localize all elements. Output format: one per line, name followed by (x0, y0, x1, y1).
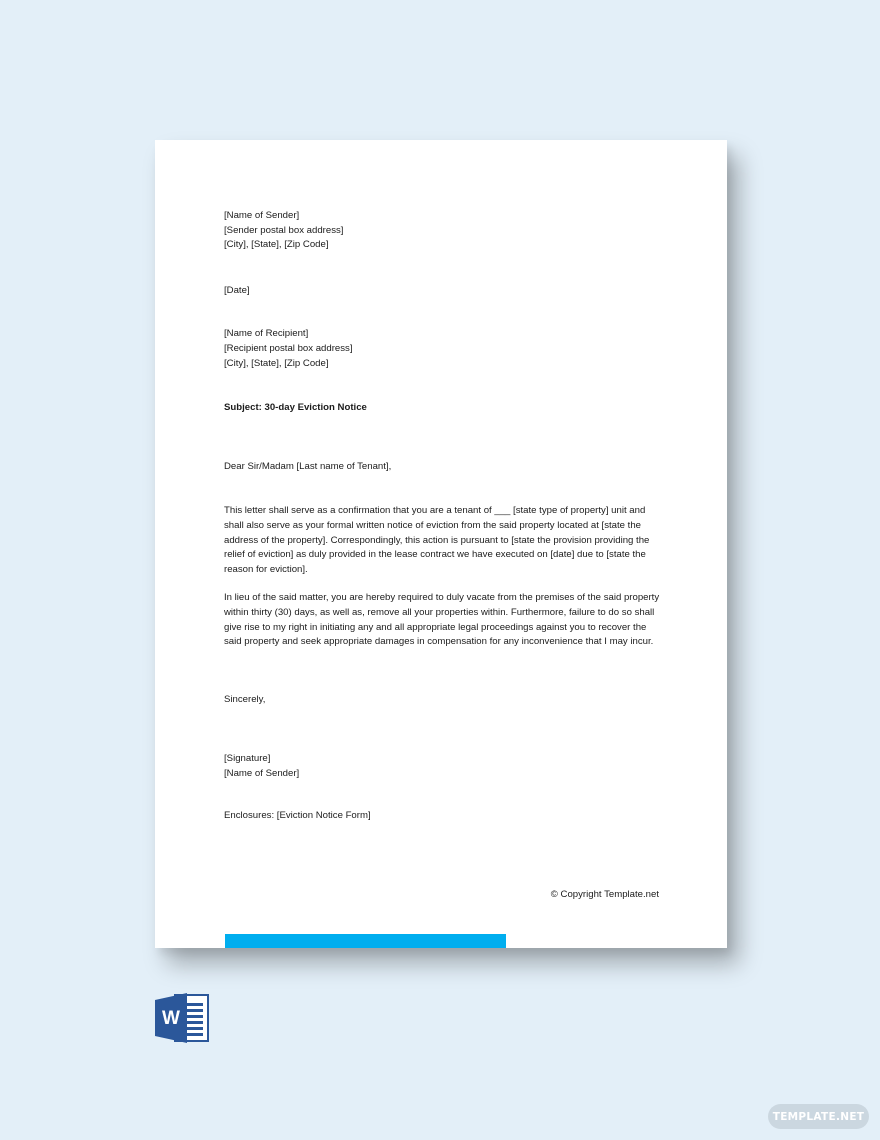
recipient-postal-address: [Recipient postal box address] (224, 342, 353, 354)
sender-city-state-zip: [City], [State], [Zip Code] (224, 239, 329, 251)
svg-text:W: W (162, 1008, 180, 1029)
sender-address (224, 209, 664, 253)
template-net-badge[interactable]: TEMPLATE.NET (768, 1104, 869, 1129)
recipient-city-state-zip: [City], [State], [Zip Code] (224, 357, 329, 369)
document-page (155, 140, 727, 948)
signature-line: [Signature] (224, 753, 271, 765)
salutation: Dear Sir/Madam [Last name of Tenant], (224, 460, 392, 472)
closing: Sincerely, (224, 693, 266, 705)
accent-bar (225, 934, 506, 948)
word-icon (155, 993, 209, 1043)
body-paragraph: This letter shall serve as a confirmation that you are a tenant of ___ [state type of property] unit and shall also serve as your formal written notice of eviction from the said property located at [state the address of the property]. Correspondingly, this action is pursuant to [state the provision providing the relief of eviction] as duly provided in the lease contract we have executed on [date] due to [state the reason for eviction]. (224, 505, 650, 575)
signature-block (224, 752, 664, 781)
signature-name: [Name of Sender] (224, 767, 300, 779)
letter-subject: Subject: 30-day Eviction Notice (224, 402, 367, 414)
letter-date: [Date] (224, 284, 250, 296)
letter-body (224, 209, 664, 824)
sender-postal-address: [Sender postal box address] (224, 224, 344, 236)
recipient-name: [Name of Recipient] (224, 328, 309, 340)
enclosures: Enclosures: [Eviction Notice Form] (224, 810, 371, 822)
recipient-address (224, 327, 664, 371)
sender-name: [Name of Sender] (224, 210, 300, 221)
copyright-notice: © Copyright Template.net (550, 889, 659, 900)
body-paragraph: In lieu of the said matter, you are hereby required to duly vacate from the premises of the said property within thirty (30) days, as well as, remove all your properties within. Furthermore, failure to do so shall give rise to my right in initiating any and all appropriate legal proceedings against you to recover the said property and seek appropriate damages in compensation for any inconvenience that I may incur. (224, 592, 660, 648)
